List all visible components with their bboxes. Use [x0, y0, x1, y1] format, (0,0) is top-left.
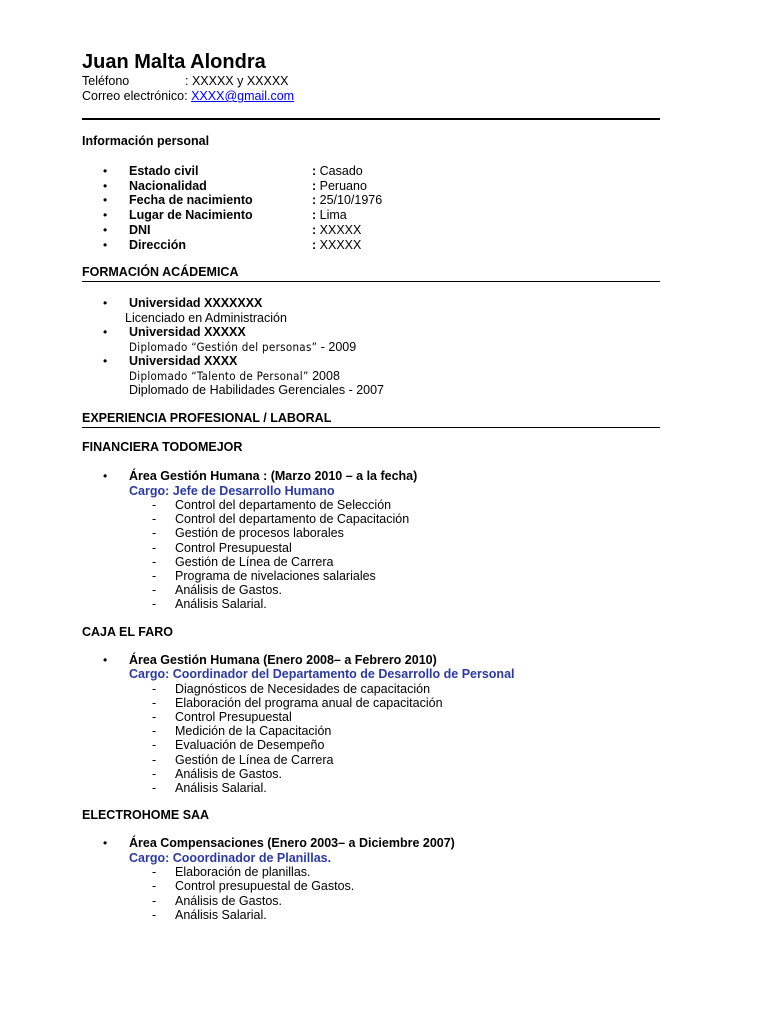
- task-item: - Análisis Salarial.: [82, 781, 660, 795]
- personal-item-fecha-nacimiento: • Fecha de nacimiento : 25/10/1976: [82, 193, 660, 208]
- contact-block: [82, 74, 660, 104]
- company-name: ELECTROHOME SAA: [82, 808, 210, 823]
- task-item: - Diagnósticos de Necesidades de capacitación: [82, 682, 660, 696]
- header-divider: [82, 118, 660, 120]
- task-item: - Control del departamento de Selección: [82, 498, 660, 512]
- job-area: • Área Gestión Humana : (Marzo 2010 – a la fecha): [129, 469, 418, 484]
- task-item: - Control del departamento de Capacitación: [82, 512, 660, 526]
- education-divider: [82, 281, 660, 282]
- task-list: [82, 498, 660, 612]
- job-list: [82, 653, 660, 682]
- personal-item-dni: • DNI : XXXXX: [82, 223, 660, 238]
- email-label: Correo electrónico:: [82, 89, 188, 103]
- education-item-3: [82, 354, 660, 397]
- job-position: Cargo: Coordinador del Departamento de Desarrollo de Personal: [129, 667, 515, 682]
- phone-label: Teléfono: [82, 74, 130, 88]
- personal-info-heading: Información personal: [82, 134, 210, 148]
- task-item: - Programa de nivelaciones salariales: [82, 569, 660, 583]
- university-name: • Universidad XXXXXXX: [129, 296, 263, 311]
- education-list-2: [82, 325, 660, 397]
- degree-line: Diplomado “Gestión del personas” - 2009: [129, 339, 357, 354]
- task-list: [82, 682, 660, 796]
- education-item-1: [82, 296, 660, 311]
- task-item: - Gestión de Línea de Carrera: [82, 753, 660, 767]
- personal-item-nacionalidad: • Nacionalidad : Peruano: [82, 179, 660, 194]
- personal-info-list: [82, 164, 660, 252]
- job-position: Cargo: Jefe de Desarrollo Humano: [129, 483, 335, 498]
- job-entry: [82, 653, 660, 682]
- personal-item-estado-civil: • Estado civil : Casado: [82, 164, 660, 179]
- resume-page: [82, 50, 660, 922]
- job-area: • Área Gestión Humana (Enero 2008– a Febrero 2010): [129, 652, 437, 667]
- task-list: [82, 865, 660, 922]
- task-item: - Elaboración de planillas.: [82, 865, 660, 879]
- experience-heading: EXPERIENCIA PROFESIONAL / LABORAL: [82, 411, 332, 426]
- education-heading: FORMACIÓN ACÁDEMICA: [82, 265, 239, 280]
- job-area: • Área Compensaciones (Enero 2003– a Diciembre 2007): [129, 836, 455, 851]
- degree-line: Licenciado en Administración: [125, 310, 287, 325]
- education-item-2: [82, 325, 660, 354]
- task-item: - Medición de la Capacitación: [82, 724, 660, 738]
- job-position: Cargo: Cooordinador de Planillas.: [129, 850, 332, 865]
- task-item: - Análisis de Gastos.: [82, 894, 660, 908]
- job-entry: [82, 836, 660, 865]
- task-item: - Gestión de procesos laborales: [82, 526, 660, 540]
- education-list: [82, 296, 660, 311]
- task-item: - Control Presupuestal: [82, 710, 660, 724]
- phone-line: [82, 74, 660, 89]
- task-item: - Evaluación de Desempeño: [82, 738, 660, 752]
- company-name: CAJA EL FARO: [82, 624, 173, 639]
- personal-item-direccion: • Dirección : XXXXX: [82, 238, 660, 253]
- company-name: FINANCIERA TODOMEJOR: [82, 440, 243, 455]
- job-list: [82, 469, 660, 498]
- email-line: [82, 89, 660, 104]
- degree-line: Diplomado de Habilidades Gerenciales - 2007: [129, 382, 385, 397]
- task-item: - Análisis de Gastos.: [82, 583, 660, 597]
- task-item: - Elaboración del programa anual de capacitación: [82, 696, 660, 710]
- email-link[interactable]: XXXX@gmail.com: [191, 89, 295, 103]
- university-name: • Universidad XXXXX: [129, 325, 246, 340]
- candidate-name: Juan Malta Alondra: [82, 51, 266, 73]
- job-list: [82, 836, 660, 865]
- task-item: - Control presupuestal de Gastos.: [82, 879, 660, 893]
- degree-line: Diplomado “Talento de Personal” 2008: [129, 368, 340, 383]
- task-item: - Análisis Salarial.: [82, 908, 660, 922]
- task-item: - Gestión de Línea de Carrera: [82, 555, 660, 569]
- personal-item-lugar-nacimiento: • Lugar de Nacimiento : Lima: [82, 208, 660, 223]
- task-item: - Análisis Salarial.: [82, 597, 660, 611]
- experience-divider: [82, 427, 660, 428]
- task-item: - Control Presupuestal: [82, 541, 660, 555]
- job-entry: [82, 469, 660, 498]
- task-item: - Análisis de Gastos.: [82, 767, 660, 781]
- university-name: • Universidad XXXX: [129, 354, 238, 369]
- phone-value: : XXXXX y XXXXX: [185, 74, 289, 88]
